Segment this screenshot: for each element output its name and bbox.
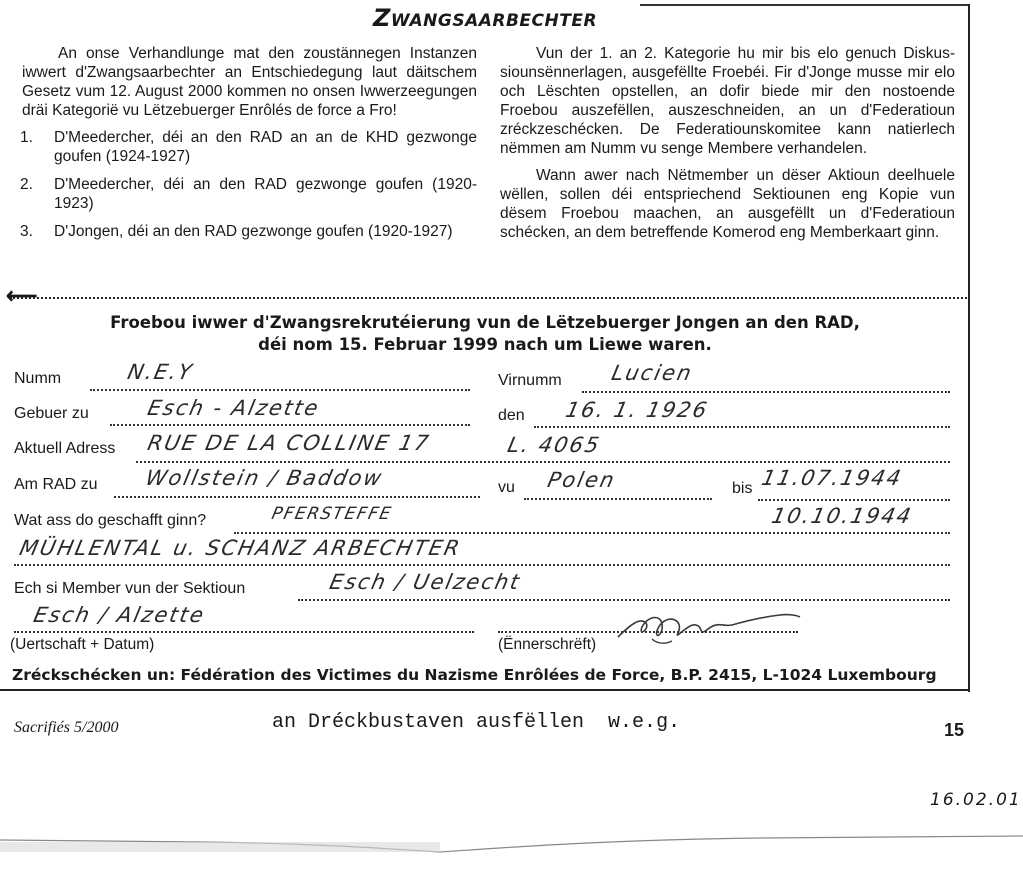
place-value[interactable]: Esch / Alzette [31,603,208,627]
wat-continued-dotted-line [14,564,950,566]
wat-date[interactable]: 10.10.1944 [769,504,915,528]
list-item [22,128,477,166]
list-number: 2. [20,176,33,193]
wat-label: Wat ass do geschafft ginn? [14,512,207,529]
rad-label: Am RAD zu [14,476,98,493]
typed-note: an Dréckbustaven ausfëllen w.e.g. [272,711,681,734]
left-column [22,44,477,250]
article-title: Zwangsaarbechter [372,4,598,32]
vu-label: vu [498,479,515,496]
den-dotted-line [534,426,950,428]
ennerschreft-label: (Ënnerschrëft) [498,636,597,653]
bis-label: bis [732,480,753,497]
scissors-arrow-icon: ⟵ [6,283,38,308]
adress-label: Aktuell Adress [14,440,116,457]
gebuer-value[interactable]: Esch - Alzette [145,396,323,420]
bis-dotted-line [758,499,950,501]
wat-value[interactable]: PFERSTEFFE [269,504,394,524]
numm-label: Numm [14,370,62,387]
list-item [22,175,477,213]
virnumm-dotted-line [582,391,950,393]
vu-dotted-line [524,498,712,500]
right-paragraph-2: Wann awer nach Nëtmember un dëser Aktioun deelhuele wëllen, sollen déi entspriechend Sektiounen eng Kopie vun dësem Froebou maachen, an ausgefëllt un d'Federatioun schécken, an dem betreffende Komerod eng Memberkaart ginn. [500,167,955,241]
send-to-address: Zréckschécken un: Fédération des Victimes du Nazisme Enrôlées de Force, B.P. 2415, L-1024 Luxembourg [12,666,937,684]
virnumm-label: Virnumm [498,372,562,389]
den-value[interactable]: 16. 1. 1926 [563,398,711,422]
wat-dotted-line [234,532,950,534]
right-column [500,44,955,242]
cut-line [10,297,970,299]
category-list [22,128,477,241]
list-text: D'Meedercher, déi an den RAD an an de KHD gezwonge goufen (1924-1927) [54,129,477,165]
rad-dotted-line [114,496,480,498]
list-number: 3. [20,223,33,240]
gebuer-dotted-line [110,424,470,426]
page-number: 15 [944,720,965,740]
gebuer-label: Gebuer zu [14,405,89,422]
form-heading-line-2: déi nom 15. Februar 1999 nach um Liewe waren. [258,335,712,354]
numm-value[interactable]: N.E.Y [125,360,196,384]
rad-value[interactable]: Wollstein / Baddow [143,466,386,490]
vu-value[interactable]: Polen [545,468,619,492]
frame-bottom-border [0,689,970,691]
intro-paragraph: An onse Verhandlunge mat den zoustännegen Instanzen iwwert d'Zwangsaarbechter an Entschiedegung laut däitschem Gesetz vum 12. August 2000 kommen no onsen Iwwerzeegungen dräi Kategorië vu Lëtzebuerger Enrôlés de force a Fro! [22,45,477,119]
publication-name: Sacrifiés 5/2000 [14,719,119,736]
sektioun-label: Ech si Member vun der Sektioun [14,580,246,597]
adress-value[interactable]: RUE DE LA COLLINE 17 [145,431,433,455]
list-item [22,222,477,241]
bis-value[interactable]: 11.07.1944 [759,466,905,490]
uertschaft-label: (Uertschaft + Datum) [10,636,155,653]
adress-dotted-line [136,461,950,463]
scan-edge-smudge-icon [0,826,1023,866]
place-dotted-line [14,631,474,633]
numm-dotted-line [90,389,470,391]
sektioun-dotted-line [298,599,950,601]
sektioun-value[interactable]: Esch / Uelzecht [327,570,524,594]
form-heading-line-1: Froebou iwwer d'Zwangsrekrutéierung vun de Lëtzebuerger Jongen an den RAD, [110,313,860,332]
list-text: D'Meedercher, déi an den RAD gezwonge goufen (1920-1923) [54,176,477,212]
corner-date: 16.02.01 [930,790,1022,810]
signature-icon [612,603,802,647]
list-number: 1. [20,129,33,146]
virnumm-value[interactable]: Lucien [609,361,696,385]
list-text: D'Jongen, déi an den RAD gezwonge goufen (1920-1927) [54,223,453,240]
wat-continued-value[interactable]: MÜHLENTAL u. SCHANZ ARBECHTER [17,536,464,560]
right-paragraph-1: Vun der 1. an 2. Kategorie hu mir bis elo genuch Diskussiounsënnerlagen, ausgefëllte Froebéi. Fir d'Jonge musse mir elo och Lëschten opstellen, an dofir biede mir den nostoende Froebou auszefëllen, auszeschneiden, an un d'Federatioun zréckzeschécken. De Federatiounskomitee kann natierlech nëmmen am Numm vu senge Membere verhandelen. [500,45,955,157]
adress-postcode[interactable]: L. 4065 [505,433,604,457]
den-label: den [498,407,525,424]
